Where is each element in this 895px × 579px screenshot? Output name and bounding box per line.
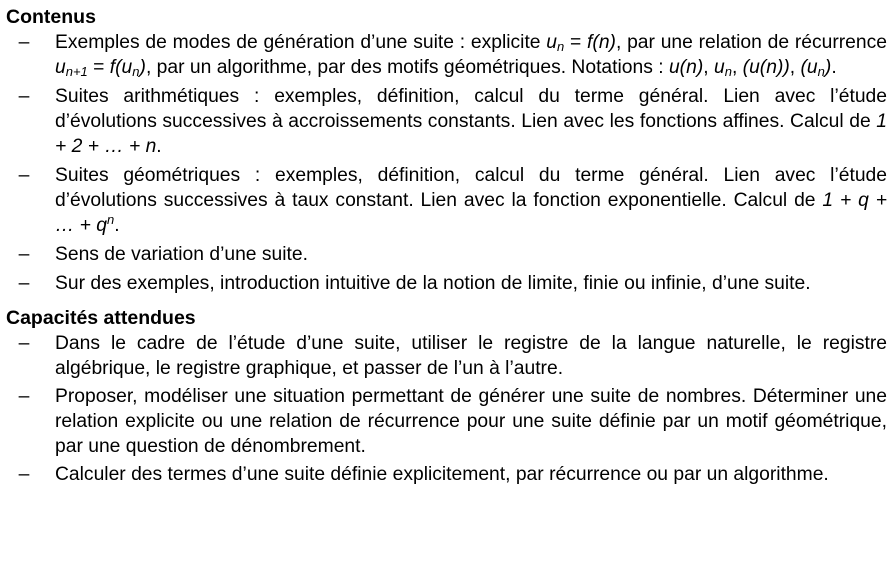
list-item <box>6 331 887 381</box>
bullet-dash: – <box>18 86 30 107</box>
text-run: . <box>114 215 120 236</box>
bullet-dash: – <box>18 386 30 407</box>
superscript: n <box>106 212 115 227</box>
bullet-dash: – <box>18 32 30 53</box>
math-text: (u <box>800 57 818 78</box>
math-text: u <box>546 32 558 53</box>
list-item-text <box>55 244 308 265</box>
bullet-dash: – <box>18 273 30 294</box>
math-text: u(n) <box>668 57 704 78</box>
text-run: = <box>87 57 110 78</box>
text-run: Exemples de modes de génération d’une suite : explicite <box>55 32 547 53</box>
list-item-text <box>55 333 887 379</box>
list-item <box>6 163 887 238</box>
math-text: ) <box>139 57 146 78</box>
text-run: , par une relation de récurrence <box>615 32 887 53</box>
section-heading-capacites: Capacités attendues <box>6 307 196 329</box>
list-item-text <box>55 386 887 457</box>
text-run: . <box>831 57 837 78</box>
text-run: , par un algorithme, par des motifs géométriques. Notations : <box>145 57 669 78</box>
text-run: Proposer, modéliser une situation permettant de générer une suite de nombres. Déterminer une relation explicite ou une relation de récurrence pour une suite définie par un motif géométrique, par une question de dénombrement. <box>55 386 887 457</box>
text-run: , <box>731 57 743 78</box>
list-item-text <box>55 165 887 236</box>
list-item-text <box>55 86 887 157</box>
list-item <box>6 462 887 487</box>
text-run: Dans le cadre de l’étude d’une suite, utiliser le registre de la langue naturelle, le registre algébrique, le registre graphique, et passer de l’un à l’autre. <box>55 333 887 379</box>
contenus-list <box>6 30 887 296</box>
text-run: , <box>703 57 714 78</box>
text-run: . <box>156 136 162 157</box>
list-item <box>6 384 887 459</box>
bullet-dash: – <box>18 464 30 485</box>
math-text: 1 + 2 + … + n <box>55 111 887 157</box>
text-run: Suites arithmétiques : exemples, définition, calcul du terme général. Lien avec l’étude d’évolutions successives à accroissements constants. Lien avec les fonctions affines. Calcul de <box>55 86 887 132</box>
text-run: Sens de variation d’une suite. <box>55 244 308 265</box>
math-text: (u(n)) <box>742 57 790 78</box>
subscript: n <box>817 64 825 79</box>
text-run: Calculer des termes d’une suite définie explicitement, par récurrence ou par un algorithme. <box>55 464 829 485</box>
math-text: f(u <box>109 57 133 78</box>
list-item-text <box>55 464 829 485</box>
math-text: u <box>55 57 66 78</box>
list-item-text <box>55 32 887 78</box>
subscript: n+1 <box>65 64 88 79</box>
text-run: Sur des exemples, introduction intuitive de la notion de limite, finie ou infinie, d’une suite. <box>55 273 811 294</box>
list-item-text <box>55 273 811 294</box>
subscript: n <box>557 39 565 54</box>
capacites-list <box>6 331 887 487</box>
math-text: u <box>713 57 725 78</box>
text-run: = <box>564 32 588 53</box>
list-item <box>6 84 887 159</box>
math-text: ) <box>824 57 832 78</box>
bullet-dash: – <box>18 244 30 265</box>
text-run: , <box>789 57 801 78</box>
list-item <box>6 242 887 267</box>
list-item <box>6 30 887 80</box>
bullet-dash: – <box>18 333 30 354</box>
math-text: 1 + q + … + q <box>55 190 887 236</box>
subscript: n <box>132 64 140 79</box>
text-run: Suites géométriques : exemples, définition, calcul du terme général. Lien avec l’étude d’évolutions successives à taux constant. Lien avec la fonction exponentielle. Calcul de <box>55 165 887 211</box>
section-heading-contenus: Contenus <box>6 6 96 28</box>
list-item <box>6 271 887 296</box>
bullet-dash: – <box>18 165 30 186</box>
math-text: f(n) <box>587 32 616 53</box>
subscript: n <box>724 64 732 79</box>
